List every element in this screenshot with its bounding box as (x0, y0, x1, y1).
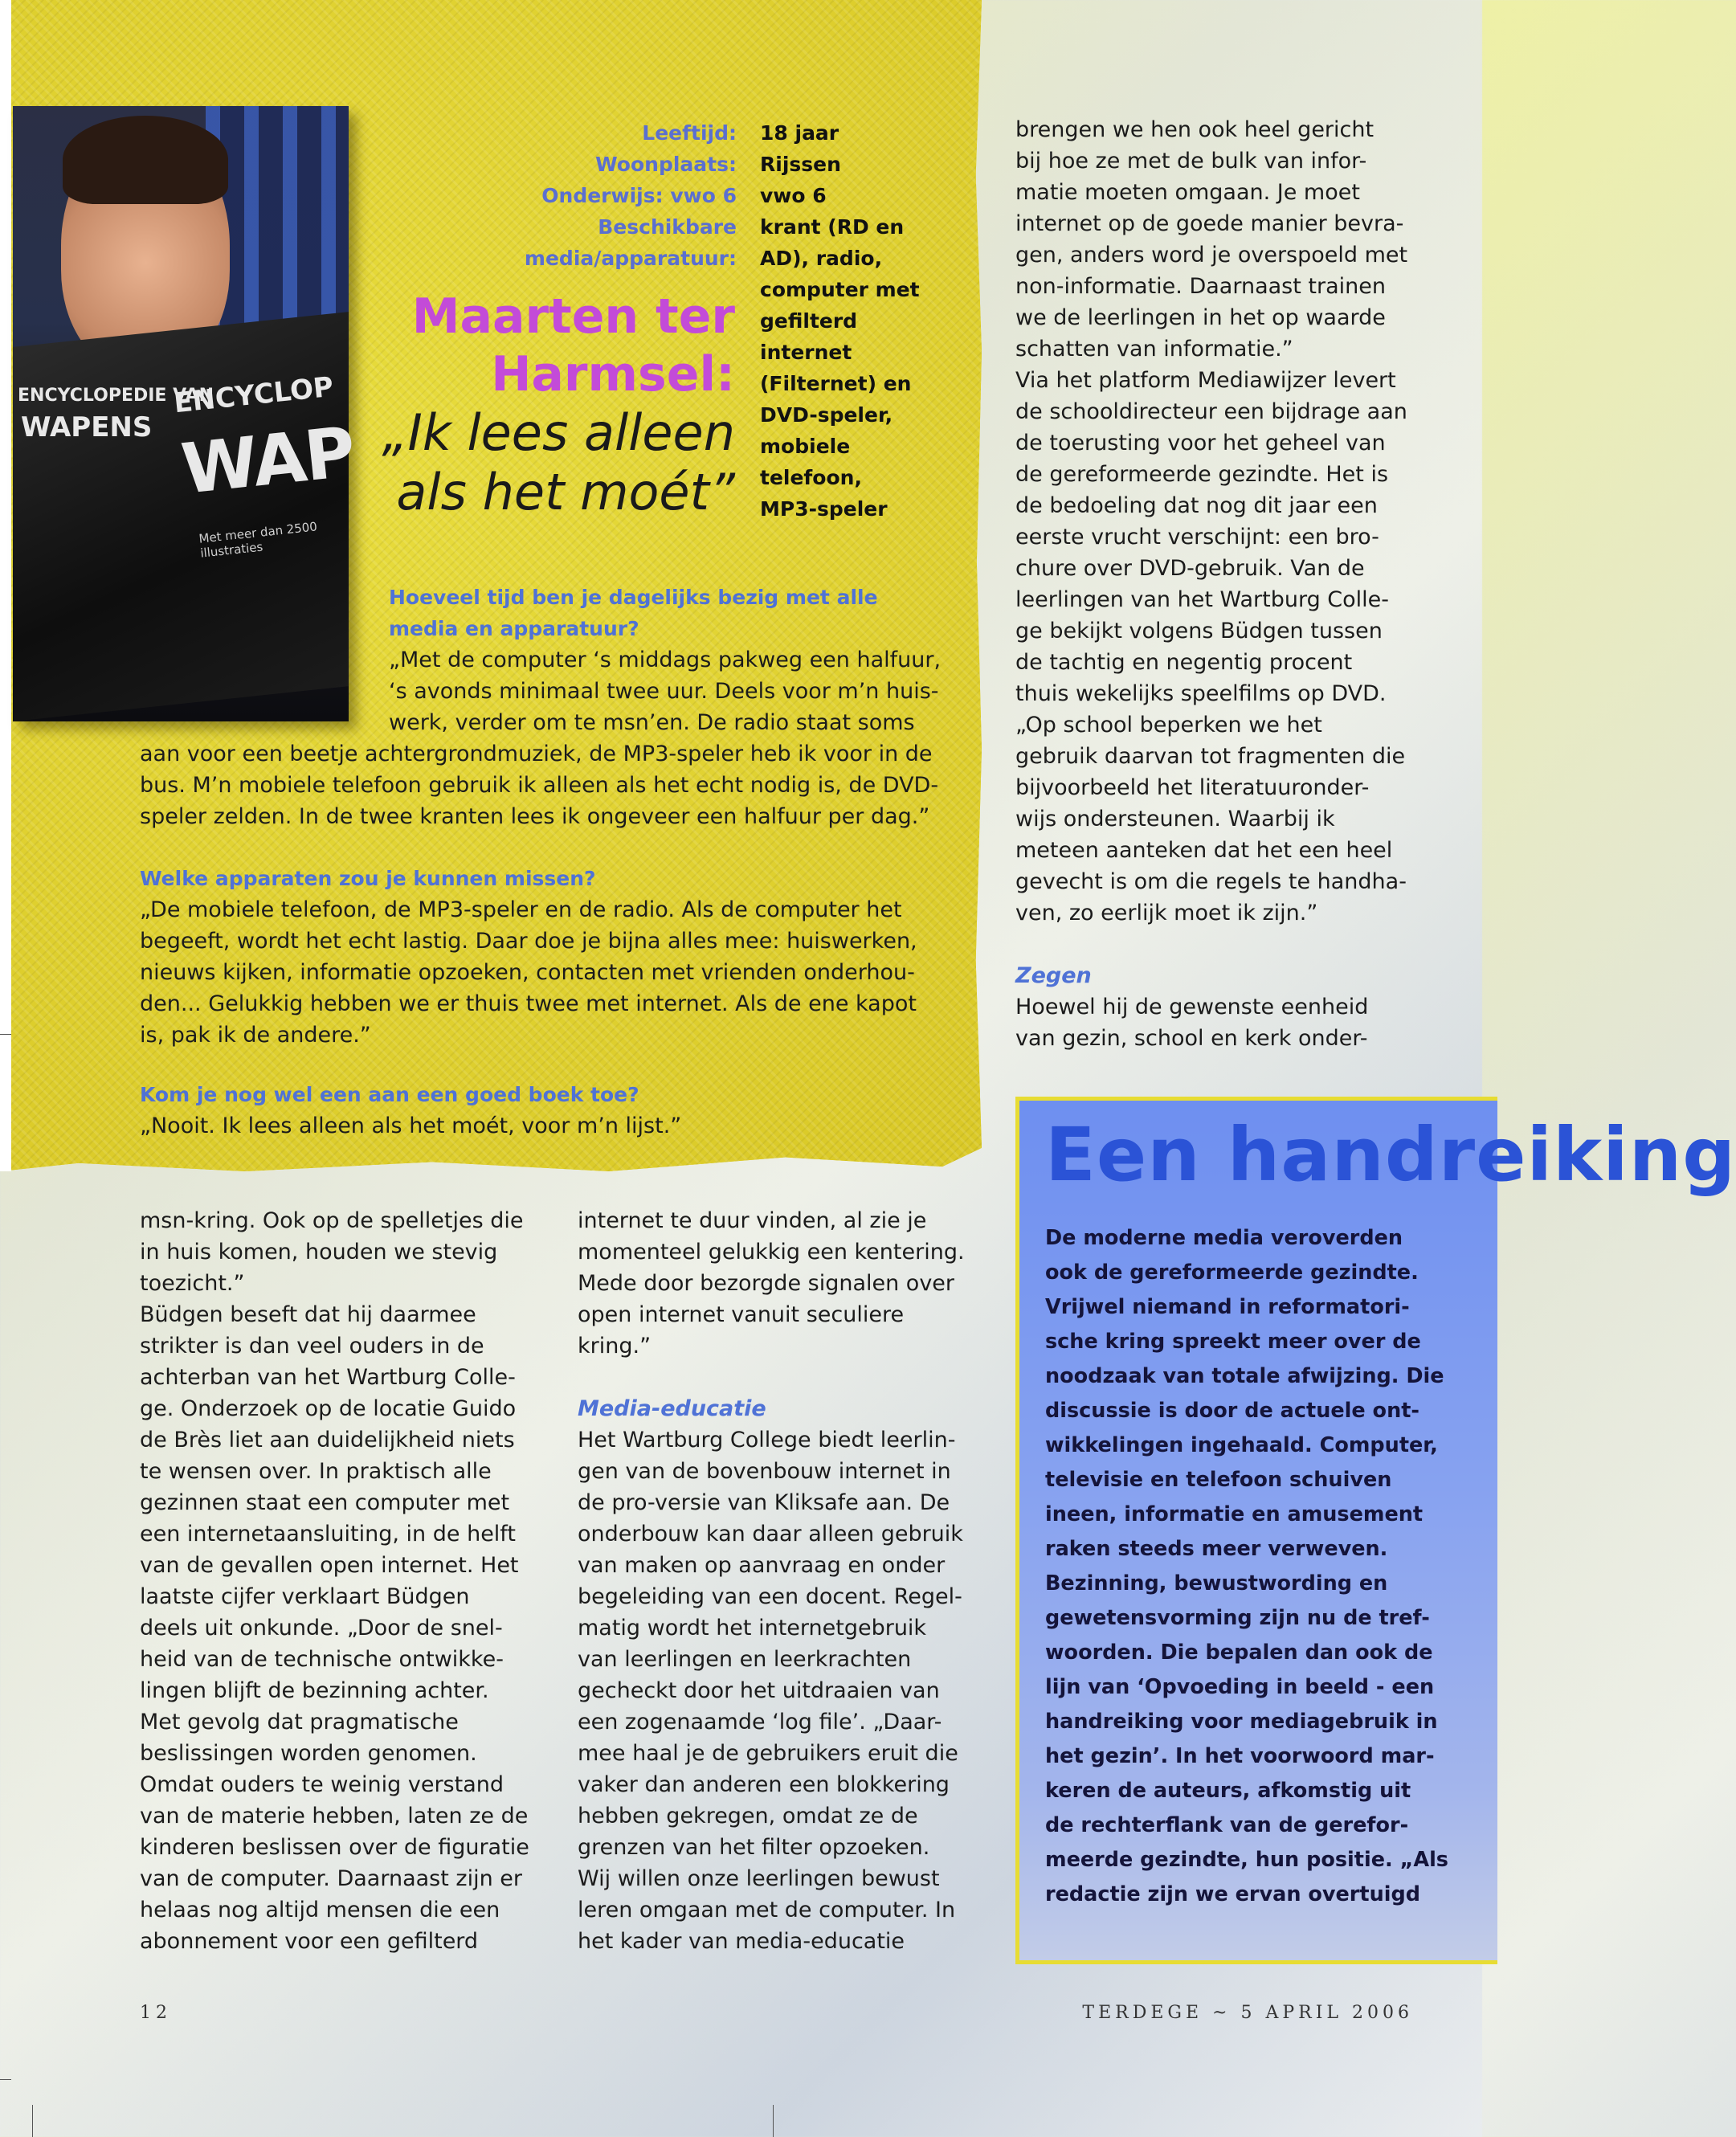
text-line: deels uit onkunde. „Door de snel- (140, 1616, 503, 1641)
text-line: redactie zijn we ervan overtuigd (1045, 1882, 1420, 1906)
text-line: gevecht is om die regels te handha- (1015, 869, 1407, 894)
text-line: ineen, informatie en amusement (1045, 1502, 1424, 1526)
profile-value: DVD-speler, (760, 403, 893, 427)
page-number: 12 (140, 2003, 172, 2023)
text-line: non-informatie. Daarnaast trainen (1015, 274, 1386, 299)
portrait-photo (13, 106, 358, 721)
profile-label: Woonplaats: (595, 153, 737, 176)
profile-value: mobiele (760, 435, 851, 458)
text-line: leren omgaan met de computer. In (578, 1898, 956, 1922)
text-line: van gezin, school en kerk onder- (1015, 1026, 1368, 1051)
text-line: de Brès liet aan duidelijkheid niets (140, 1428, 515, 1453)
crop-mark (0, 2079, 11, 2080)
text-line: meteen aanteken dat het een heel (1015, 838, 1393, 863)
text-line: mee haal je de gebruikers eruit die (578, 1741, 958, 1766)
profile-label: Onderwijs: vwo 6 (541, 184, 737, 207)
text-line: televisie en telefoon schuiven (1045, 1468, 1392, 1492)
profile-value: computer met (760, 278, 920, 301)
sidebar-title: Een handreiking (1045, 1112, 1736, 1198)
interview-answer (140, 894, 967, 1051)
text-line: Met gevolg dat pragmatische (140, 1710, 459, 1735)
text-line: gebruik daarvan tot fragmenten die (1015, 744, 1406, 769)
text-line: laatste cijfer verklaart Büdgen (140, 1584, 470, 1609)
text-line: leerlingen van het Wartburg Colle- (1015, 587, 1390, 612)
text-line: open internet vanuit seculiere (578, 1302, 905, 1327)
text-line: lijn van ‘Opvoeding in beeld - een (1045, 1675, 1435, 1699)
headline-name: Harmsel: (491, 346, 735, 402)
profile-value: MP3-speler (760, 497, 888, 521)
text-line: begeleiding van een docent. Regel- (578, 1584, 962, 1609)
text-line: msn-kring. Ook op de spelletjes die (140, 1208, 524, 1233)
text-line: schatten van informatie.” (1015, 337, 1293, 362)
profile-value: 18 jaar (760, 121, 839, 145)
interview-question: Kom je nog wel een aan een goed boek toe? (140, 1083, 639, 1106)
text-line: de toerusting voor het geheel van (1015, 431, 1386, 456)
profile-value: telefoon, (760, 466, 862, 489)
text-line: vaker dan anderen een blokkering (578, 1772, 950, 1797)
text-line: van maken op aanvraag en onder (578, 1553, 946, 1578)
text-line: ge bekijkt volgens Büdgen tussen (1015, 619, 1383, 644)
text-line: de gereformeerde gezindte. Het is (1015, 462, 1389, 487)
profile-label: Leeftijd: (642, 121, 737, 145)
headline-quote: „Ik lees alleen (382, 403, 735, 462)
profile-label: Beschikbare (598, 215, 737, 239)
answer-line: „Met de computer ‘s middags pakweg een halfuur, (389, 648, 942, 672)
text-line: het kader van media-educatie (578, 1929, 905, 1954)
answer-line: begeeft, wordt het echt lastig. Daar doe je bijna alles mee: huiswerken, (140, 929, 917, 954)
text-line: Wij willen onze leerlingen bewust (578, 1866, 940, 1891)
answer-line: nieuws kijken, informatie opzoeken, contacten met vrienden onderhou- (140, 960, 915, 985)
text-line: noodzaak van totale afwijzing. Die (1045, 1364, 1444, 1388)
right-column-text (1015, 114, 1465, 1054)
text-line: hebben gekregen, omdat ze de (578, 1804, 918, 1829)
text-line: helaas nog altijd mensen die een (140, 1898, 500, 1922)
text-line: het gezin’. In het voorwoord mar- (1045, 1744, 1435, 1768)
profile-label: media/apparatuur: (524, 247, 737, 270)
answer-line: is, pak ik de andere.” (140, 1023, 371, 1048)
text-line: gezinnen staat een computer met (140, 1490, 510, 1515)
text-line: lingen blijft de bezinning achter. (140, 1678, 489, 1703)
book-cover-text: ENCYCLOP (172, 370, 335, 420)
text-line: een internetaansluiting, in de helft (140, 1522, 516, 1547)
text-line: Büdgen beseft dat hij daarmee (140, 1302, 476, 1327)
text-line: de pro-versie van Kliksafe aan. De (578, 1490, 950, 1515)
interview-answer (389, 644, 967, 738)
profile-labels (525, 117, 737, 274)
text-line: toezicht.” (140, 1271, 245, 1296)
text-line: gewetensvorming zijn nu de tref- (1045, 1606, 1430, 1630)
interview-answer: „Nooit. Ik lees alleen als het moét, voor m’n lijst.” (140, 1113, 682, 1138)
text-line: strikter is dan veel ouders in de (140, 1334, 484, 1359)
photo-book (13, 312, 349, 721)
text-line: gecheckt door het uitdraaien van (578, 1678, 940, 1703)
text-line: bij hoe ze met de bulk van infor- (1015, 149, 1367, 174)
interview-answer (140, 738, 967, 832)
book-cover-text: Met meer dan 2500 illustraties (198, 519, 318, 561)
book-cover-text: WAPENS (21, 411, 153, 443)
answer-line: aan voor een beetje achtergrondmuziek, de MP3-speler heb ik voor in de (140, 742, 933, 766)
profile-value: Rijssen (760, 153, 841, 176)
text-line: Via het platform Mediawijzer levert (1015, 368, 1396, 393)
text-line: matig wordt het internetgebruik (578, 1616, 927, 1641)
text-line: momenteel gelukkig een kentering. (578, 1240, 965, 1265)
photo-hair (63, 116, 228, 204)
text-line: discussie is door de actuele ont- (1045, 1399, 1419, 1423)
answer-line: bus. M’n mobiele telefoon gebruik ik alleen als het echt nodig is, de DVD- (140, 773, 939, 798)
text-line: woorden. Die bepalen dan ook de (1045, 1641, 1433, 1665)
article-headline (382, 288, 735, 522)
text-line: Mede door bezorgde signalen over (578, 1271, 955, 1296)
crop-mark (0, 1034, 11, 1035)
text-line: Omdat ouders te weinig verstand (140, 1772, 504, 1797)
text-line: gen, anders word je overspoeld met (1015, 243, 1408, 268)
text-line: ge. Onderzoek op de locatie Guido (140, 1396, 517, 1421)
answer-line: werk, verder om te msn’en. De radio staat soms (389, 710, 915, 735)
subheading-media-educatie: Media-educatie (578, 1396, 766, 1421)
text-line: de schooldirecteur een bijdrage aan (1015, 399, 1407, 424)
profile-value: (Filternet) en (760, 372, 912, 395)
text-line: gen van de bovenbouw internet in (578, 1459, 951, 1484)
text-line: van leerlingen en leerkrachten (578, 1647, 912, 1672)
text-line: onderbouw kan daar alleen gebruik (578, 1522, 963, 1547)
text-line: achterban van het Wartburg Colle- (140, 1365, 516, 1390)
text-line: van de materie hebben, laten ze de (140, 1804, 529, 1829)
subheading-zegen: Zegen (1015, 963, 1092, 988)
sidebar-text (1045, 1221, 1479, 1912)
text-line: kring.” (578, 1334, 652, 1359)
text-line: wikkelingen ingehaald. Computer, (1045, 1433, 1438, 1457)
sidebar-box (1015, 1097, 1736, 1964)
profile-values (760, 117, 953, 525)
text-line: internet op de goede manier bevra- (1015, 211, 1404, 236)
text-line: meerde gezindte, hun positie. „Als (1045, 1848, 1448, 1872)
text-line: bijvoorbeeld het literatuuronder- (1015, 775, 1370, 800)
text-line: keren de auteurs, afkomstig uit (1045, 1779, 1411, 1803)
text-line: sche kring spreekt meer over de (1045, 1330, 1421, 1354)
lower-middle-column (578, 1205, 995, 1957)
profile-value: vwo 6 (760, 184, 827, 207)
text-line: te wensen over. In praktisch alle (140, 1459, 492, 1484)
answer-line: ‘s avonds minimaal twee uur. Deels voor m’n huis- (389, 679, 939, 704)
text-line: Het Wartburg College biedt leerlin- (578, 1428, 956, 1453)
left-margin-strip (0, 0, 11, 1171)
answer-line: speler zelden. In de twee kranten lees ik ongeveer een halfuur per dag.” (140, 804, 930, 829)
book-cover-text: WAP (178, 412, 358, 510)
book-cover-text: ENCYCLOPEDIE VAN (18, 386, 214, 406)
text-line: wijs ondersteunen. Waarbij ik (1015, 807, 1335, 832)
text-line: van de gevallen open internet. Het (140, 1553, 519, 1578)
text-line: beslissingen worden genomen. (140, 1741, 477, 1766)
text-line: eerste vrucht verschijnt: een bro- (1015, 525, 1379, 550)
profile-value: internet (760, 341, 852, 364)
text-line: thuis wekelijks speelfilms op DVD. (1015, 681, 1387, 706)
text-line: van de computer. Daarnaast zijn er (140, 1866, 522, 1891)
crop-mark (773, 2105, 774, 2137)
text-line: in huis komen, houden we stevig (140, 1240, 498, 1265)
text-line: ook de gereformeerde gezindte. (1045, 1261, 1419, 1285)
profile-value: krant (RD en (760, 215, 905, 239)
text-line: internet te duur vinden, al zie je (578, 1208, 927, 1233)
text-line: „Op school beperken we het (1015, 713, 1322, 738)
text-line: brengen we hen ook heel gericht (1015, 117, 1375, 142)
answer-line: den... Gelukkig hebben we er thuis twee met internet. Als de ene kapot (140, 991, 917, 1016)
text-line: raken steeds meer verweven. (1045, 1537, 1388, 1561)
text-line: Hoewel hij de gewenste eenheid (1015, 995, 1369, 1019)
text-line: een zogenaamde ‘log file’. „Daar- (578, 1710, 942, 1735)
text-line: heid van de technische ontwikke- (140, 1647, 504, 1672)
text-line: chure over DVD-gebruik. Van de (1015, 556, 1365, 581)
profile-value: AD), radio, (760, 247, 883, 270)
headline-name: Maarten ter (411, 288, 735, 345)
answer-line: „De mobiele telefoon, de MP3-speler en de radio. Als de computer het (140, 897, 902, 922)
text-line: ven, zo eerlijk moet ik zijn.” (1015, 901, 1318, 925)
text-line: handreiking voor mediagebruik in (1045, 1710, 1438, 1734)
text-line: we de leerlingen in het op waarde (1015, 305, 1386, 330)
text-line: grenzen van het filter opzoeken. (578, 1835, 930, 1860)
crop-mark (32, 2105, 33, 2137)
lower-left-column (140, 1205, 558, 1957)
text-line: de bedoeling dat nog dit jaar een (1015, 493, 1378, 518)
text-line: abonnement voor een gefilterd (140, 1929, 479, 1954)
text-line: matie moeten omgaan. Je moet (1015, 180, 1360, 205)
text-line: Vrijwel niemand in reformatori- (1045, 1295, 1410, 1319)
interview-question: Welke apparaten zou je kunnen missen? (140, 867, 596, 890)
text-line: de tachtig en negentig procent (1015, 650, 1353, 675)
interview-question: Hoeveel tijd ben je dagelijks bezig met alle media en apparatuur? (389, 586, 878, 640)
text-line: De moderne media veroverden (1045, 1226, 1403, 1250)
text-line: de rechterflank van de gerefor- (1045, 1813, 1409, 1837)
headline-quote: als het moét” (396, 463, 735, 521)
publication-footer: TERDEGE ~ 5 APRIL 2006 (1082, 2003, 1413, 2023)
profile-value: gefilterd (760, 309, 858, 333)
text-line: kinderen beslissen over de figuratie (140, 1835, 529, 1860)
text-line: Bezinning, bewustwording en (1045, 1571, 1388, 1596)
